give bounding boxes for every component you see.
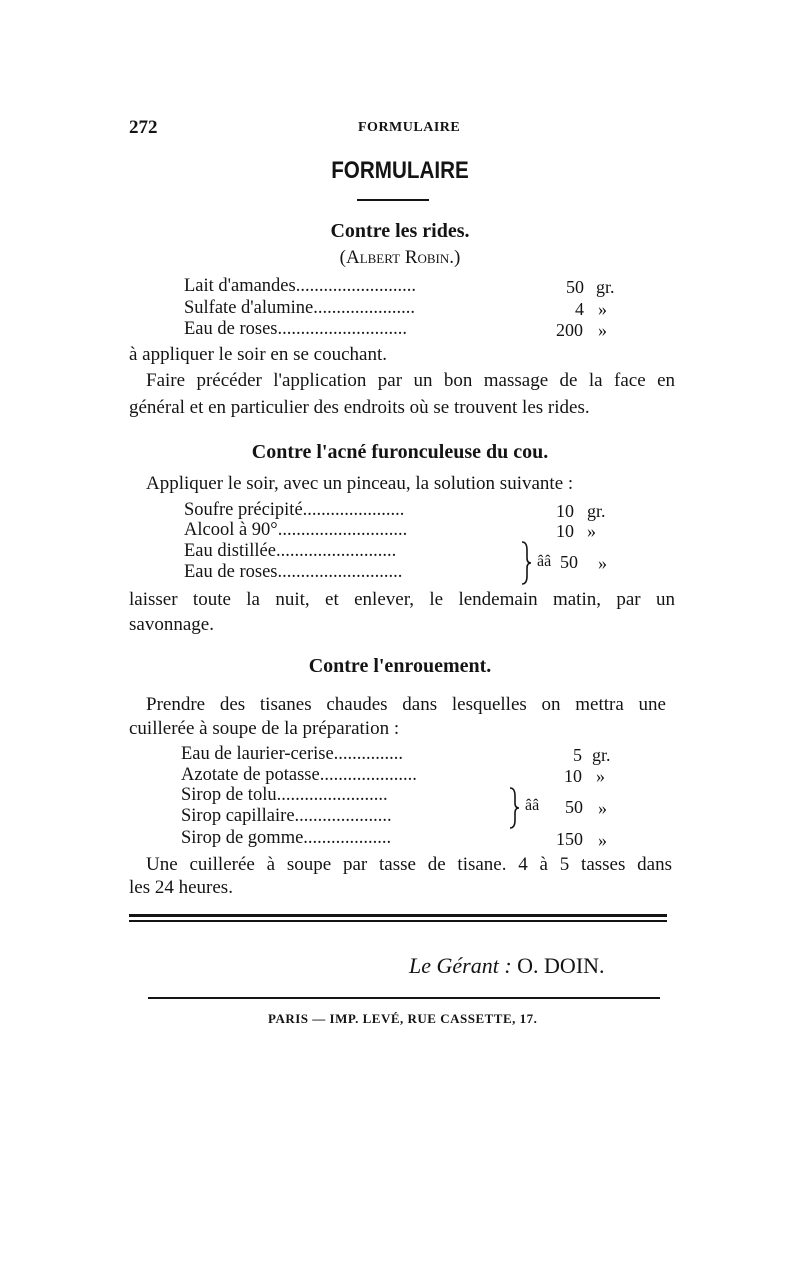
ingredient-name: Alcool à 90°............................ <box>184 520 408 540</box>
divider-rule <box>129 920 667 922</box>
ingredient-name: Eau de roses........................... <box>184 562 403 582</box>
ingredient-qty: 10 <box>556 521 574 541</box>
ingredient-unit: gr. <box>596 277 615 297</box>
brace-icon <box>519 540 533 586</box>
grouped-qty: 50 <box>565 797 583 817</box>
main-title: FORMULAIRE <box>331 157 469 184</box>
ingredient-unit: » <box>598 299 607 319</box>
signature: Le Gérant : O. DOIN. <box>409 953 605 978</box>
ingredient-qty: 10 <box>564 766 582 786</box>
section-title-enrouement: Contre l'enrouement. <box>308 655 492 677</box>
ingredient-qty: 10 <box>556 501 574 521</box>
ingredient-unit: gr. <box>592 745 611 765</box>
ingredient-qty: 50 <box>566 277 584 297</box>
ingredient-qty: 200 <box>556 320 583 340</box>
section-title-rides: Contre les rides. <box>330 220 470 242</box>
section-intro: Appliquer le soir, avec un pinceau, la solution suivante : <box>146 473 574 494</box>
ingredient-unit: » <box>598 830 607 850</box>
page-number: 272 <box>129 117 158 138</box>
section-author: (Albert Robin.) <box>339 247 461 268</box>
body-text: Une cuillerée à soupe par tasse de tisane. 4 à 5 tasses dans <box>146 854 672 875</box>
ingredient-unit: gr. <box>587 501 606 521</box>
ingredient-name: Sirop de tolu........................ <box>181 785 388 805</box>
grouped-unit: » <box>598 553 607 573</box>
ingredient-name: Sulfate d'alumine...................... <box>184 298 415 318</box>
ingredient-unit: » <box>598 320 607 340</box>
body-text: à appliquer le soir en se couchant. <box>129 344 387 365</box>
imprint: PARIS — IMP. LEVÉ, RUE CASSETTE, 17. <box>268 1011 538 1026</box>
body-text: savonnage. <box>129 614 214 635</box>
ingredient-name: Azotate de potasse..................... <box>181 765 417 785</box>
body-text: Prendre des tisanes chaudes dans lesquelles on mettra une <box>146 694 666 715</box>
grouped-label: ââ <box>537 553 552 570</box>
ingredient-name: Eau de roses............................ <box>184 319 407 339</box>
grouped-qty: 50 <box>560 552 578 572</box>
brace-icon <box>507 786 521 830</box>
ingredient-name: Sirop capillaire..................... <box>181 806 392 826</box>
divider-rule <box>129 914 667 917</box>
grouped-label: ââ <box>525 797 540 814</box>
footer-rule <box>148 997 660 999</box>
ingredient-qty: 5 <box>573 745 582 765</box>
section-title-acne: Contre l'acné furonculeuse du cou. <box>251 441 549 463</box>
ingredient-qty: 4 <box>575 299 584 319</box>
body-text: Faire précéder l'application par un bon massage de la face en <box>146 370 675 391</box>
ingredient-unit: » <box>596 766 605 786</box>
ingredient-qty: 150 <box>556 829 583 849</box>
grouped-unit: » <box>598 798 607 818</box>
title-rule <box>357 199 429 201</box>
body-text: cuillerée à soupe de la préparation : <box>129 718 400 739</box>
body-text: général et en particulier des endroits où se trouvent les rides. <box>129 397 590 418</box>
ingredient-name: Eau de laurier-cerise............... <box>181 744 404 764</box>
body-text: les 24 heures. <box>129 877 233 898</box>
ingredient-name: Soufre précipité...................... <box>184 500 405 520</box>
ingredient-name: Eau distillée.......................... <box>184 541 397 561</box>
body-text: laisser toute la nuit, et enlever, le lendemain matin, par un <box>129 589 675 610</box>
ingredient-name: Lait d'amandes.......................... <box>184 276 416 296</box>
ingredient-name: Sirop de gomme................... <box>181 828 392 848</box>
ingredient-unit: » <box>587 521 596 541</box>
running-title: FORMULAIRE <box>358 120 461 135</box>
